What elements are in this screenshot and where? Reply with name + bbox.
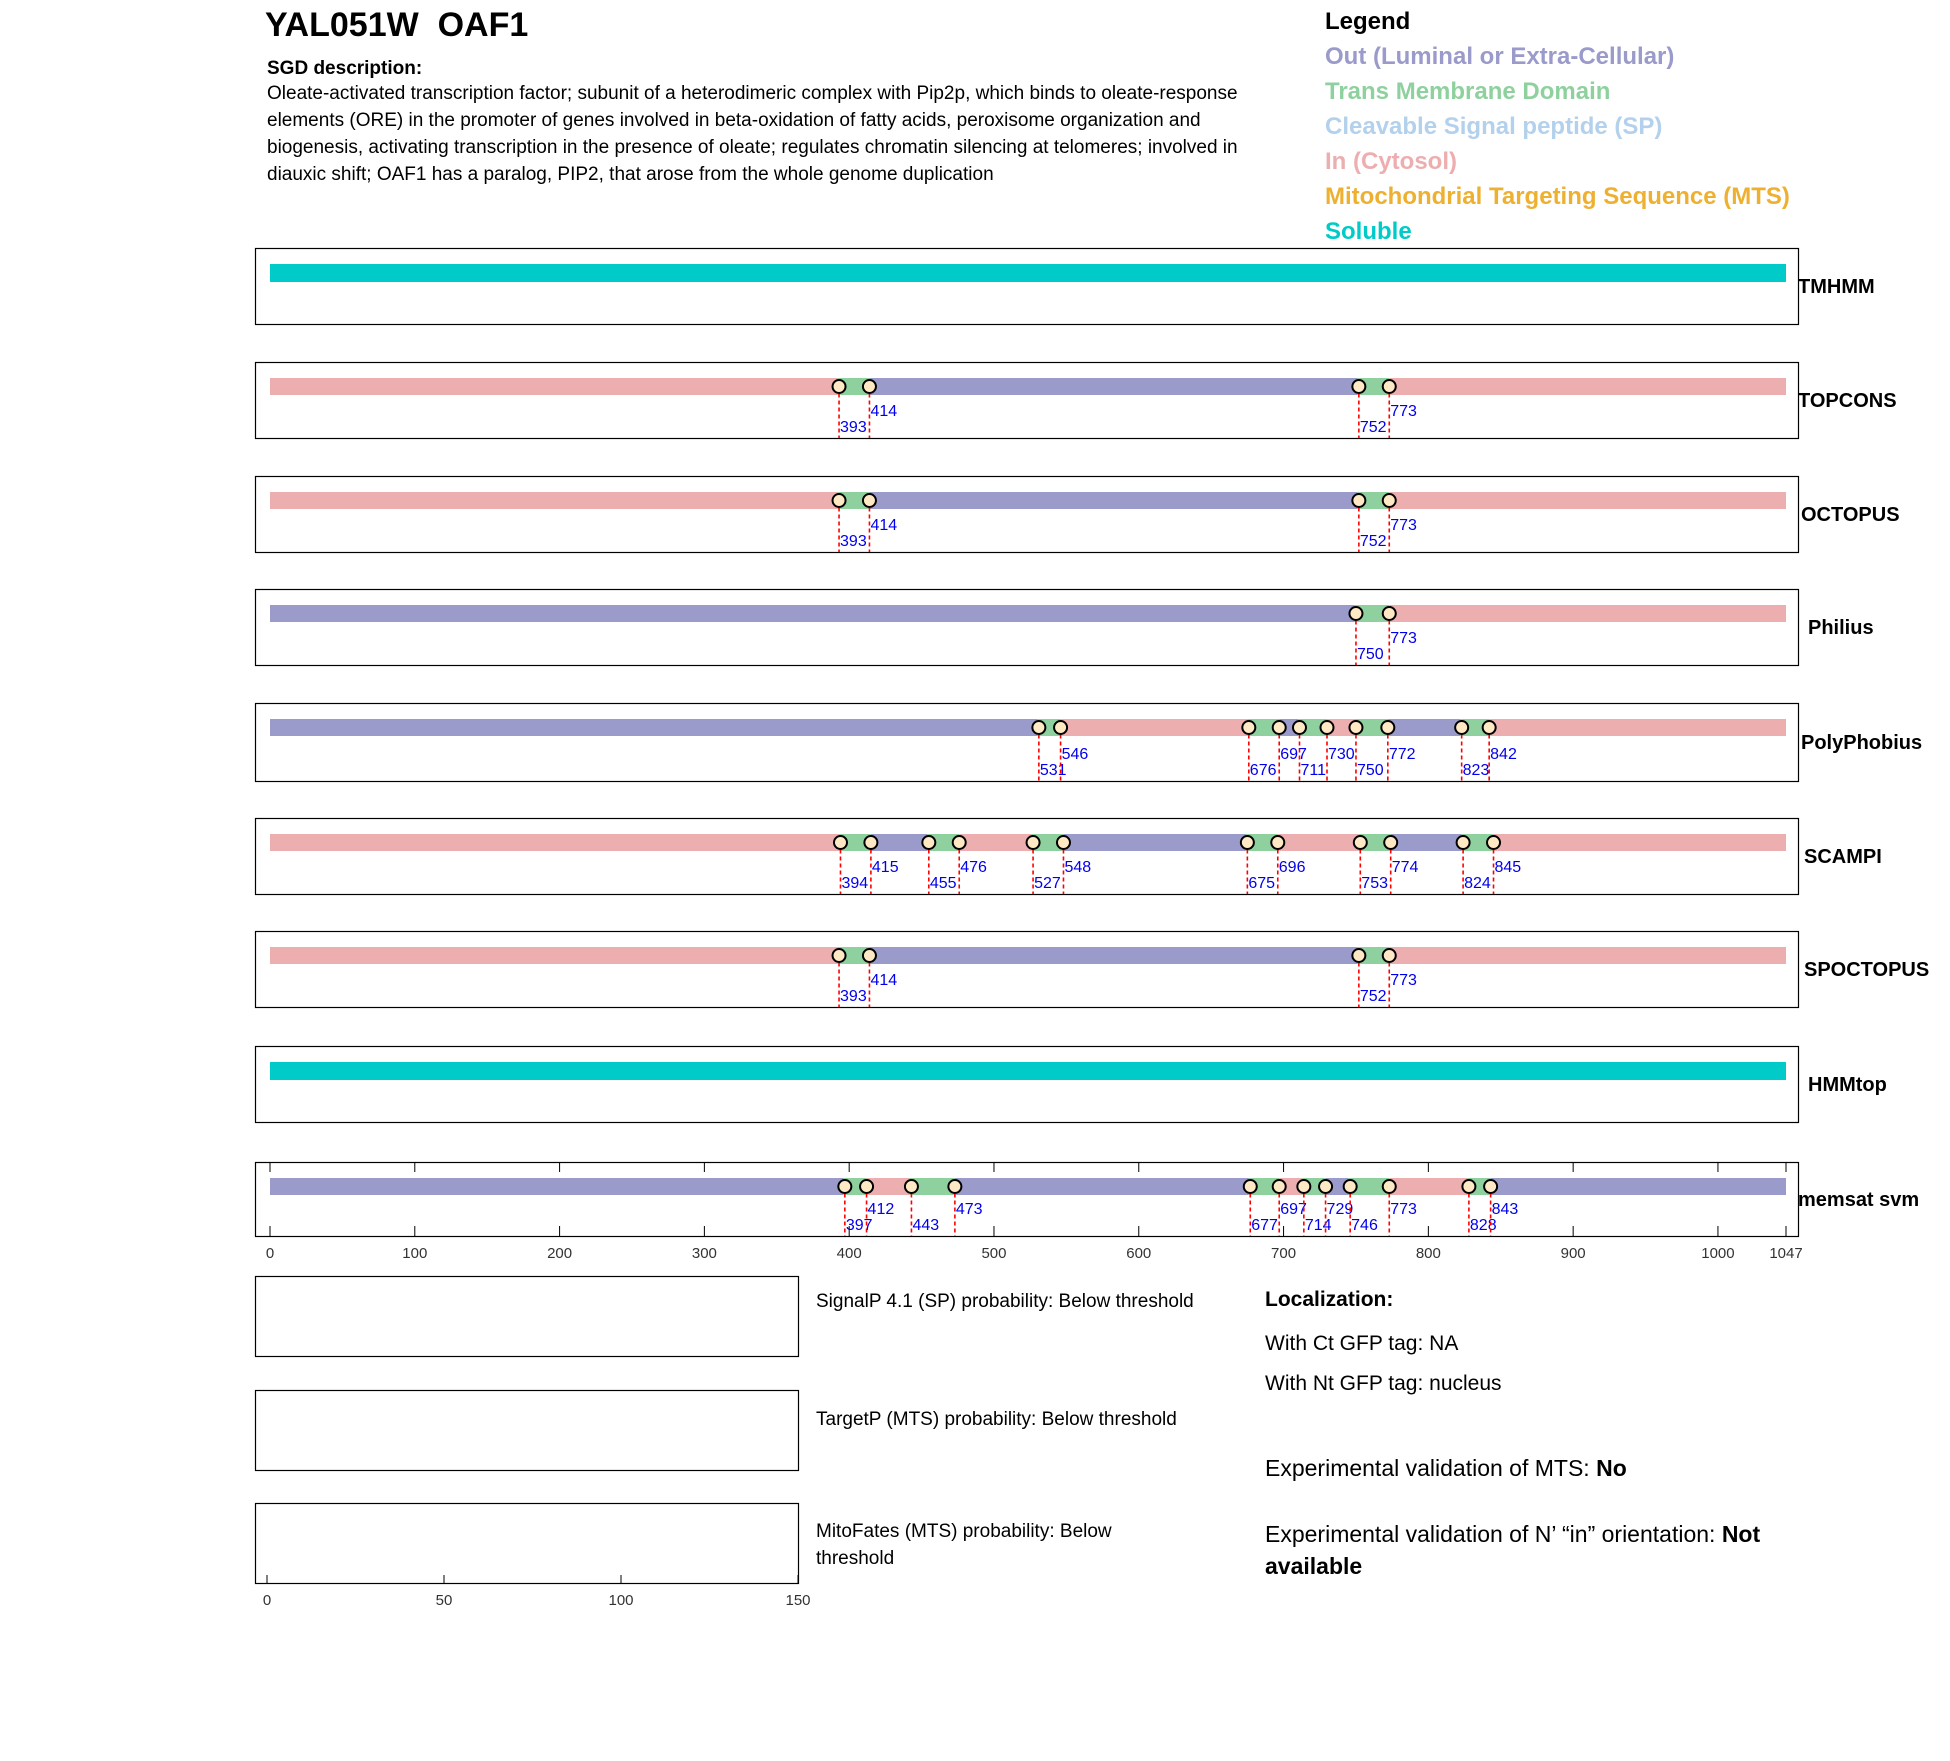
boundary-label: 697 bbox=[1280, 1201, 1307, 1218]
boundary-marker bbox=[1242, 721, 1255, 734]
probability-panel-mitofates bbox=[256, 1504, 799, 1584]
legend-item-out: Out (Luminal or Extra-Cellular) bbox=[1325, 43, 1675, 70]
method-name-2: OCTOPUS bbox=[1801, 504, 1900, 526]
cytosol-band bbox=[270, 378, 838, 395]
method-name-0: TMHMM bbox=[1798, 276, 1875, 298]
luminal-band bbox=[869, 378, 1357, 395]
boundary-label: 527 bbox=[1034, 875, 1061, 892]
track-frame bbox=[256, 1163, 1799, 1237]
boundary-label: 828 bbox=[1469, 1217, 1497, 1234]
prob-x-tick-label: 150 bbox=[785, 1592, 811, 1609]
x-tick-label: 1047 bbox=[1769, 1245, 1803, 1262]
boundary-label: 843 bbox=[1491, 1201, 1519, 1218]
signalp-result: SignalP 4.1 (SP) probability: Below threshold bbox=[816, 1291, 1194, 1312]
track-frame bbox=[256, 590, 1799, 666]
boundary-label: 714 bbox=[1304, 1217, 1332, 1234]
boundary-marker bbox=[1383, 494, 1396, 507]
prob-x-tick-label: 50 bbox=[435, 1592, 453, 1609]
luminal-band bbox=[1388, 719, 1460, 736]
method-name-7: HMMtop bbox=[1808, 1074, 1887, 1096]
localization-ct: With Ct GFP tag: NA bbox=[1265, 1332, 1459, 1355]
x-tick-label: 1000 bbox=[1701, 1245, 1735, 1262]
boundary-marker bbox=[1383, 949, 1396, 962]
soluble-band bbox=[270, 1062, 1786, 1080]
boundary-label: 750 bbox=[1356, 646, 1384, 663]
boundary-marker bbox=[833, 949, 846, 962]
boundary-label: 394 bbox=[841, 875, 869, 892]
boundary-marker bbox=[833, 380, 846, 393]
boundary-label: 774 bbox=[1391, 859, 1419, 876]
probability-panel-signalp bbox=[256, 1277, 799, 1357]
track-frame bbox=[256, 819, 1799, 895]
boundary-marker bbox=[1297, 1180, 1310, 1193]
boundary-label: 675 bbox=[1248, 875, 1276, 892]
orientation-validation-label: Experimental validation of N’ “in” orientation: bbox=[1265, 1521, 1722, 1547]
boundary-marker bbox=[1241, 836, 1254, 849]
method-name-3: Philius bbox=[1808, 617, 1874, 639]
localization-block bbox=[1265, 1282, 1845, 1582]
x-tick-label: 400 bbox=[836, 1245, 862, 1262]
boundary-label: 415 bbox=[871, 859, 899, 876]
orientation-validation-value: Not available bbox=[1265, 1521, 1761, 1579]
boundary-label: 773 bbox=[1390, 630, 1417, 647]
x-tick-label: 600 bbox=[1126, 1245, 1152, 1262]
track-frame bbox=[256, 363, 1799, 439]
boundary-marker bbox=[1352, 494, 1365, 507]
boundary-label: 414 bbox=[870, 517, 898, 534]
boundary-marker bbox=[863, 494, 876, 507]
boundary-marker bbox=[1349, 721, 1362, 734]
localization-nt: With Nt GFP tag: nucleus bbox=[1265, 1372, 1502, 1395]
boundary-marker bbox=[1352, 949, 1365, 962]
boundary-label: 473 bbox=[955, 1201, 983, 1218]
probability-panel-targetp bbox=[256, 1391, 799, 1471]
legend-item-in: In (Cytosol) bbox=[1325, 148, 1457, 175]
method-name-6: SPOCTOPUS bbox=[1804, 959, 1930, 981]
boundary-marker bbox=[1244, 1180, 1257, 1193]
boundary-marker bbox=[1271, 836, 1284, 849]
boundary-label: 842 bbox=[1490, 746, 1517, 763]
cytosol-band bbox=[1389, 378, 1786, 395]
boundary-label: 824 bbox=[1464, 875, 1491, 892]
boundary-label: 697 bbox=[1280, 746, 1307, 763]
method-name-4: PolyPhobius bbox=[1801, 732, 1923, 754]
luminal-band bbox=[270, 605, 1355, 622]
boundary-marker bbox=[1384, 836, 1397, 849]
boundary-label: 696 bbox=[1278, 859, 1306, 876]
targetp-result: TargetP (MTS) probability: Below threshold bbox=[816, 1409, 1177, 1430]
cytosol-band bbox=[1494, 834, 1786, 851]
legend-item-mts: Mitochondrial Targeting Sequence (MTS) bbox=[1325, 183, 1790, 210]
boundary-marker bbox=[834, 836, 847, 849]
cytosol-band bbox=[1389, 492, 1786, 509]
cytosol-band bbox=[270, 947, 838, 964]
boundary-marker bbox=[1032, 721, 1045, 734]
boundary-label: 455 bbox=[929, 875, 957, 892]
boundary-marker bbox=[1487, 836, 1500, 849]
track-frame bbox=[256, 249, 1799, 325]
cytosol-band bbox=[1389, 1178, 1467, 1195]
cytosol-band bbox=[270, 492, 838, 509]
boundary-label: 746 bbox=[1351, 1217, 1378, 1234]
boundary-marker bbox=[863, 949, 876, 962]
boundary-label: 730 bbox=[1328, 746, 1355, 763]
prob-x-tick-label: 0 bbox=[262, 1592, 272, 1609]
track-frame bbox=[256, 1047, 1799, 1123]
legend-item-sp: Cleavable Signal peptide (SP) bbox=[1325, 113, 1663, 140]
boundary-marker bbox=[1383, 607, 1396, 620]
method-name-5: SCAMPI bbox=[1804, 846, 1882, 868]
boundary-marker bbox=[838, 1180, 851, 1193]
description-text: Oleate-activated transcription factor; subunit of a heterodimeric complex with Pip2p, which binds to oleate-response elements (ORE) in the promoter of genes involved in beta-oxidation of fatty acids, peroxisome organization and biogenesis, activating transcription in the presence of oleate; regulates chromatin silencing at telomeres; involved in diauxic shift; OAF1 has a paralog, PIP2, that arose from the whole genome duplication bbox=[267, 83, 1238, 185]
mitofates-result: MitoFates (MTS) probability: Below threshold bbox=[816, 1521, 1112, 1569]
boundary-label: 773 bbox=[1390, 517, 1417, 534]
boundary-marker bbox=[864, 836, 877, 849]
boundary-marker bbox=[1462, 1180, 1475, 1193]
mts-validation-label: Experimental validation of MTS: bbox=[1265, 1455, 1597, 1481]
boundary-marker bbox=[1354, 836, 1367, 849]
page-title: YAL051W OAF1 bbox=[265, 6, 529, 44]
boundary-label: 546 bbox=[1061, 746, 1089, 763]
luminal-band bbox=[270, 1178, 843, 1195]
x-tick-label: 200 bbox=[547, 1245, 573, 1262]
cytosol-band bbox=[1489, 719, 1786, 736]
boundary-marker bbox=[905, 1180, 918, 1193]
luminal-band bbox=[1063, 834, 1245, 851]
boundary-marker bbox=[833, 494, 846, 507]
boundary-label: 397 bbox=[845, 1217, 873, 1234]
boundary-marker bbox=[1381, 721, 1394, 734]
boundary-marker bbox=[863, 380, 876, 393]
boundary-label: 845 bbox=[1494, 859, 1522, 876]
boundary-label: 677 bbox=[1251, 1217, 1278, 1234]
boundary-label: 476 bbox=[960, 859, 987, 876]
boundary-marker bbox=[948, 1180, 961, 1193]
track-frame bbox=[256, 932, 1799, 1008]
luminal-band bbox=[1491, 1178, 1786, 1195]
luminal-band bbox=[869, 492, 1357, 509]
boundary-label: 773 bbox=[1390, 403, 1417, 420]
boundary-label: 773 bbox=[1390, 972, 1417, 989]
boundary-marker bbox=[1383, 1180, 1396, 1193]
soluble-band bbox=[270, 264, 1786, 282]
mts-validation bbox=[1265, 1452, 1825, 1484]
boundary-marker bbox=[1483, 721, 1496, 734]
boundary-label: 412 bbox=[867, 1201, 895, 1218]
boundary-marker bbox=[1054, 721, 1067, 734]
cytosol-band bbox=[1278, 834, 1359, 851]
boundary-marker bbox=[860, 1180, 873, 1193]
boundary-marker bbox=[1057, 836, 1070, 849]
cytosol-band bbox=[1389, 605, 1786, 622]
boundary-marker bbox=[1273, 1180, 1286, 1193]
boundary-label: 393 bbox=[840, 419, 867, 436]
boundary-label: 729 bbox=[1326, 1201, 1354, 1218]
legend-item-tm: Trans Membrane Domain bbox=[1325, 78, 1611, 105]
luminal-band bbox=[1391, 834, 1462, 851]
boundary-label: 753 bbox=[1361, 875, 1389, 892]
boundary-marker bbox=[1344, 1180, 1357, 1193]
boundary-marker bbox=[953, 836, 966, 849]
boundary-marker bbox=[1484, 1180, 1497, 1193]
boundary-label: 414 bbox=[870, 403, 898, 420]
boundary-marker bbox=[1455, 721, 1468, 734]
x-tick-label: 300 bbox=[691, 1245, 717, 1262]
boundary-marker bbox=[922, 836, 935, 849]
boundary-marker bbox=[1293, 721, 1306, 734]
boundary-label: 676 bbox=[1249, 762, 1277, 779]
boundary-marker bbox=[1027, 836, 1040, 849]
luminal-band bbox=[270, 719, 1037, 736]
orientation-validation bbox=[1265, 1518, 1845, 1582]
method-name-8: memsat svm bbox=[1798, 1189, 1920, 1211]
boundary-marker bbox=[1383, 380, 1396, 393]
boundary-label: 393 bbox=[840, 533, 867, 550]
boundary-label: 548 bbox=[1064, 859, 1092, 876]
x-tick-label: 0 bbox=[265, 1245, 275, 1262]
x-tick-label: 100 bbox=[402, 1245, 428, 1262]
luminal-band bbox=[871, 834, 927, 851]
boundary-marker bbox=[1321, 721, 1334, 734]
legend-item-soluble: Soluble bbox=[1325, 218, 1412, 245]
boundary-label: 414 bbox=[870, 972, 898, 989]
x-tick-label: 900 bbox=[1560, 1245, 1586, 1262]
x-tick-label: 800 bbox=[1415, 1245, 1441, 1262]
localization-title: Localization: bbox=[1265, 1288, 1394, 1311]
boundary-marker bbox=[1352, 380, 1365, 393]
description-heading: SGD description: bbox=[267, 58, 423, 79]
boundary-label: 752 bbox=[1359, 533, 1387, 550]
cytosol-band bbox=[1389, 947, 1786, 964]
boundary-marker bbox=[1319, 1180, 1332, 1193]
x-tick-label: 500 bbox=[981, 1245, 1007, 1262]
boundary-label: 772 bbox=[1388, 746, 1416, 763]
track-frame bbox=[256, 704, 1799, 782]
prob-x-tick-label: 100 bbox=[608, 1592, 634, 1609]
cytosol-band bbox=[270, 834, 839, 851]
x-tick-label: 700 bbox=[1271, 1245, 1297, 1262]
boundary-label: 531 bbox=[1039, 762, 1067, 779]
method-name-1: TOPCONS bbox=[1798, 390, 1897, 412]
luminal-band bbox=[955, 1178, 1249, 1195]
boundary-label: 773 bbox=[1390, 1201, 1417, 1218]
boundary-label: 443 bbox=[912, 1217, 940, 1234]
boundary-label: 393 bbox=[840, 988, 867, 1005]
boundary-label: 823 bbox=[1462, 762, 1490, 779]
boundary-label: 752 bbox=[1359, 419, 1387, 436]
boundary-marker bbox=[1273, 721, 1286, 734]
cytosol-band bbox=[959, 834, 1031, 851]
luminal-band bbox=[869, 947, 1357, 964]
boundary-marker bbox=[1457, 836, 1470, 849]
legend-title: Legend bbox=[1325, 8, 1411, 35]
track-frame bbox=[256, 477, 1799, 553]
boundary-label: 750 bbox=[1356, 762, 1384, 779]
mts-validation-value: No bbox=[1596, 1455, 1627, 1481]
boundary-label: 752 bbox=[1359, 988, 1387, 1005]
cytosol-band bbox=[1061, 719, 1248, 736]
boundary-marker bbox=[1349, 607, 1362, 620]
boundary-label: 711 bbox=[1300, 762, 1327, 779]
